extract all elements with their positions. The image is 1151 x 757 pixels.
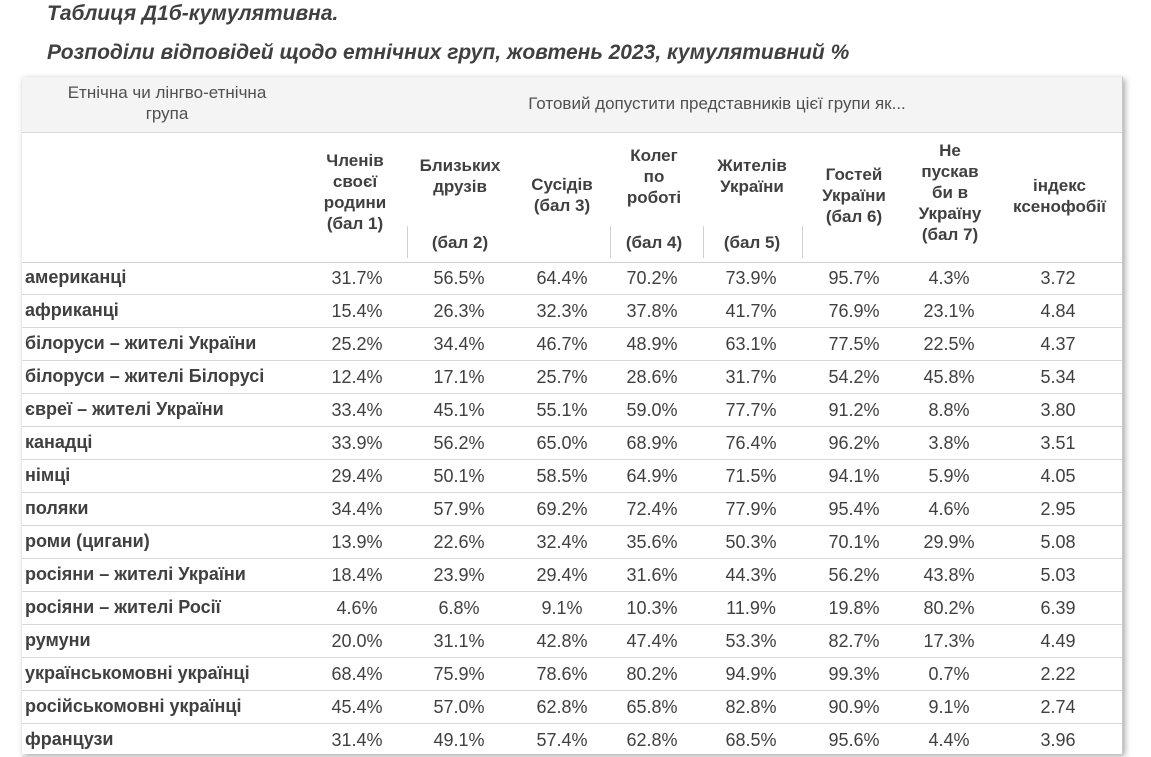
table-cell: 62.8% [626,730,678,750]
table-cell: 29.9% [923,532,975,552]
table-cell: 47.4% [626,631,678,651]
header-line: своєї [332,172,378,191]
header-line: (бал 1) [326,214,384,233]
table-cell: 63.1% [725,334,777,354]
table-cell: 76.4% [725,433,777,453]
row-group-name: росіяни – жителі Росії [25,597,221,617]
table-cell: 68.9% [626,433,678,453]
table-cell: 41.7% [725,301,777,321]
row-group-name: німці [25,465,71,485]
table-cell: 3.72 [1040,268,1076,288]
table-row [22,625,1122,658]
table-row [22,493,1122,526]
header-line: по [643,167,665,186]
table-cell: 65.0% [536,433,588,453]
table-cell: 4.6% [336,598,378,618]
row-group-name: канадці [25,432,93,452]
table-row [22,394,1122,427]
table-cell: 56.5% [433,268,485,288]
row-group-name: росіяни – жителі України [25,564,246,584]
table-row [22,328,1122,361]
table-cell: 96.2% [828,433,880,453]
header-divider [802,226,803,258]
table-cell: 95.6% [828,730,880,750]
header-line: Близьких [419,156,501,175]
header-line: друзів [433,177,487,196]
table-row [22,262,1122,295]
column-header-friends [407,155,513,197]
table-cell: 46.7% [536,334,588,354]
table-cell: 5.08 [1040,532,1076,552]
table-cell: 31.1% [433,631,485,651]
table-cell: 82.8% [725,697,777,717]
column-header-neighbors [515,174,609,216]
header-line: родини [323,193,387,212]
table-row [22,526,1122,559]
table-cell: 42.8% [536,631,588,651]
group-header-line: група [145,104,189,123]
table-header-top [22,77,1122,133]
row-group-name: американці [25,267,127,287]
table-cell: 43.8% [923,565,975,585]
table-cell: 32.4% [536,532,588,552]
table-cell: 28.6% [626,367,678,387]
table-cell: 3.8% [928,433,970,453]
table-cell: 53.3% [725,631,777,651]
header-line: ксенофобії [1013,197,1106,216]
table-cell: 3.80 [1040,400,1076,420]
table-subtitle: Розподіли відповідей щодо етнічних груп, жовтень 2023, кумулятивний % [47,41,850,64]
ready-to-admit-header: Готовий допустити представників цієї групи як... [528,94,906,113]
header-divider [703,226,704,258]
table-cell: 5.03 [1040,565,1076,585]
table-cell: 17.3% [923,631,975,651]
table-body [22,262,1122,757]
table-cell: 15.4% [331,301,383,321]
table-cell: 8.8% [928,400,970,420]
header-line: Україну [918,204,982,223]
table-cell: 64.4% [536,268,588,288]
table-cell: 4.49 [1040,631,1076,651]
table-row [22,295,1122,328]
table-cell: 29.4% [536,565,588,585]
table-cell: 3.51 [1040,433,1076,453]
table-cell: 31.6% [626,565,678,585]
table-cell: 3.96 [1040,730,1076,750]
table-cell: 65.8% [626,697,678,717]
table-cell: 26.3% [433,301,485,321]
table-cell: 33.4% [331,400,383,420]
column-header-residents [702,155,802,197]
table-cell: 48.9% [626,334,678,354]
table-cell: 5.9% [928,466,970,486]
table-cell: 45.4% [331,697,383,717]
table-cell: 58.5% [536,466,588,486]
column-header-colleagues [612,145,696,208]
table-cell: 57.9% [433,499,485,519]
table-cell: 35.6% [626,532,678,552]
column-subheader-residents: (бал 5) [723,233,781,252]
table-cell: 4.3% [928,268,970,288]
table-cell: 50.3% [725,532,777,552]
table-cell: 4.05 [1040,466,1076,486]
table-title: Таблиця Д1б-кумулятивна. [47,2,339,25]
table-cell: 33.9% [331,433,383,453]
table-cell: 49.1% [433,730,485,750]
header-line: індекс [1033,176,1086,195]
table-cell: 91.2% [828,400,880,420]
table-cell: 69.2% [536,499,588,519]
table-cell: 55.1% [536,400,588,420]
table-cell: 50.1% [433,466,485,486]
table-cell: 99.3% [828,664,880,684]
column-header-xenophobia-index [997,175,1122,217]
table-cell: 44.3% [725,565,777,585]
row-group-name: українськомовні українці [25,663,250,683]
table-row [22,658,1122,691]
table-cell: 37.8% [626,301,678,321]
row-group-name: євреї – жителі України [25,399,224,419]
table-cell: 17.1% [433,367,485,387]
table-cell: 34.4% [433,334,485,354]
table-cell: 70.1% [828,532,880,552]
table-cell: 70.2% [626,268,678,288]
table-cell: 59.0% [626,400,678,420]
header-line: Гостей [825,165,883,184]
header-line: Не [939,141,961,160]
table-cell: 95.4% [828,499,880,519]
table-cell: 11.9% [726,598,776,618]
table-cell: 4.84 [1040,301,1076,321]
header-line: (бал 3) [533,196,591,215]
table-cell: 31.7% [331,268,383,288]
table-row [22,559,1122,592]
table-cell: 6.39 [1040,598,1076,618]
table-cell: 9.1% [928,697,970,717]
header-line: (бал 7) [921,225,979,244]
table-cell: 19.8% [828,598,880,618]
group-column-header [22,82,312,124]
header-line: пускав [921,162,979,181]
table-cell: 72.4% [626,499,678,519]
data-table [22,77,1123,754]
table-row [22,427,1122,460]
table-cell: 45.1% [433,400,485,420]
row-group-name: румуни [25,630,91,650]
table-row [22,460,1122,493]
table-cell: 4.6% [928,499,970,519]
column-header-not-allow [903,140,997,245]
table-row [22,691,1122,724]
table-cell: 77.7% [725,400,777,420]
table-cell: 0.7% [928,664,970,684]
table-header-columns [22,133,1122,263]
table-cell: 68.4% [331,664,383,684]
table-cell: 25.2% [331,334,383,354]
table-cell: 56.2% [828,565,880,585]
table-cell: 56.2% [433,433,485,453]
table-cell: 78.6% [536,664,588,684]
table-cell: 4.37 [1040,334,1076,354]
table-cell: 76.9% [828,301,880,321]
table-cell: 57.4% [536,730,588,750]
table-cell: 9.1% [541,598,583,618]
table-cell: 13.9% [331,532,383,552]
table-cell: 4.4% [928,730,970,750]
group-header-line: Етнічна чи лінгво-етнічна [67,83,267,102]
table-cell: 73.9% [725,268,777,288]
row-group-name: роми (цигани) [25,531,150,551]
table-cell: 10.3% [626,598,678,618]
table-cell: 20.0% [331,631,383,651]
table-cell: 45.8% [923,367,975,387]
table-cell: 57.0% [433,697,485,717]
table-cell: 90.9% [828,697,880,717]
table-row [22,724,1122,757]
table-cell: 71.5% [725,466,777,486]
table-cell: 64.9% [626,466,678,486]
header-line: України [720,177,784,196]
table-cell: 62.8% [536,697,588,717]
table-cell: 25.7% [536,367,588,387]
table-cell: 94.9% [725,664,777,684]
table-cell: 80.2% [626,664,678,684]
header-line: роботі [626,188,682,207]
table-cell: 22.6% [433,532,485,552]
table-cell: 77.5% [828,334,880,354]
row-group-name: білоруси – жителі України [25,333,257,353]
table-cell: 31.7% [725,367,777,387]
table-cell: 29.4% [331,466,383,486]
table-cell: 82.7% [828,631,880,651]
table-cell: 94.1% [828,466,880,486]
column-header-guests [807,164,901,227]
table-cell: 75.9% [433,664,485,684]
header-line: (бал 6) [825,207,883,226]
table-cell: 34.4% [331,499,383,519]
header-line: Членів [326,151,384,170]
table-cell: 54.2% [828,367,880,387]
table-cell: 68.5% [725,730,777,750]
row-group-name: африканці [25,300,119,320]
table-cell: 12.4% [331,367,383,387]
table-cell: 6.8% [438,598,480,618]
table-cell: 32.3% [536,301,588,321]
table-row [22,592,1122,625]
row-group-name: білоруси – жителі Білорусі [25,366,265,386]
row-group-name: поляки [25,498,89,518]
table-cell: 31.4% [331,730,383,750]
header-line: України [822,186,886,205]
row-group-name: російськомовні українці [25,696,242,716]
row-group-name: французи [25,729,114,749]
table-cell: 2.22 [1040,664,1076,684]
column-header-family [312,150,398,234]
table-cell: 95.7% [828,268,880,288]
header-divider [407,226,408,258]
header-line: Жителів [717,156,787,175]
column-subheader-friends: (бал 2) [431,233,489,252]
header-line: Сусідів [531,175,593,194]
header-line: Колег [630,146,678,165]
table-cell: 2.74 [1040,697,1076,717]
header-line: би в [931,183,969,202]
header-divider [610,226,611,258]
table-row [22,361,1122,394]
table-cell: 22.5% [923,334,975,354]
column-subheader-colleagues: (бал 4) [625,233,683,252]
table-cell: 77.9% [725,499,777,519]
table-cell: 18.4% [331,565,383,585]
table-cell: 23.1% [923,301,975,321]
table-cell: 23.9% [433,565,485,585]
table-cell: 5.34 [1040,367,1076,387]
table-cell: 80.2% [923,598,975,618]
table-cell: 2.95 [1040,499,1076,519]
